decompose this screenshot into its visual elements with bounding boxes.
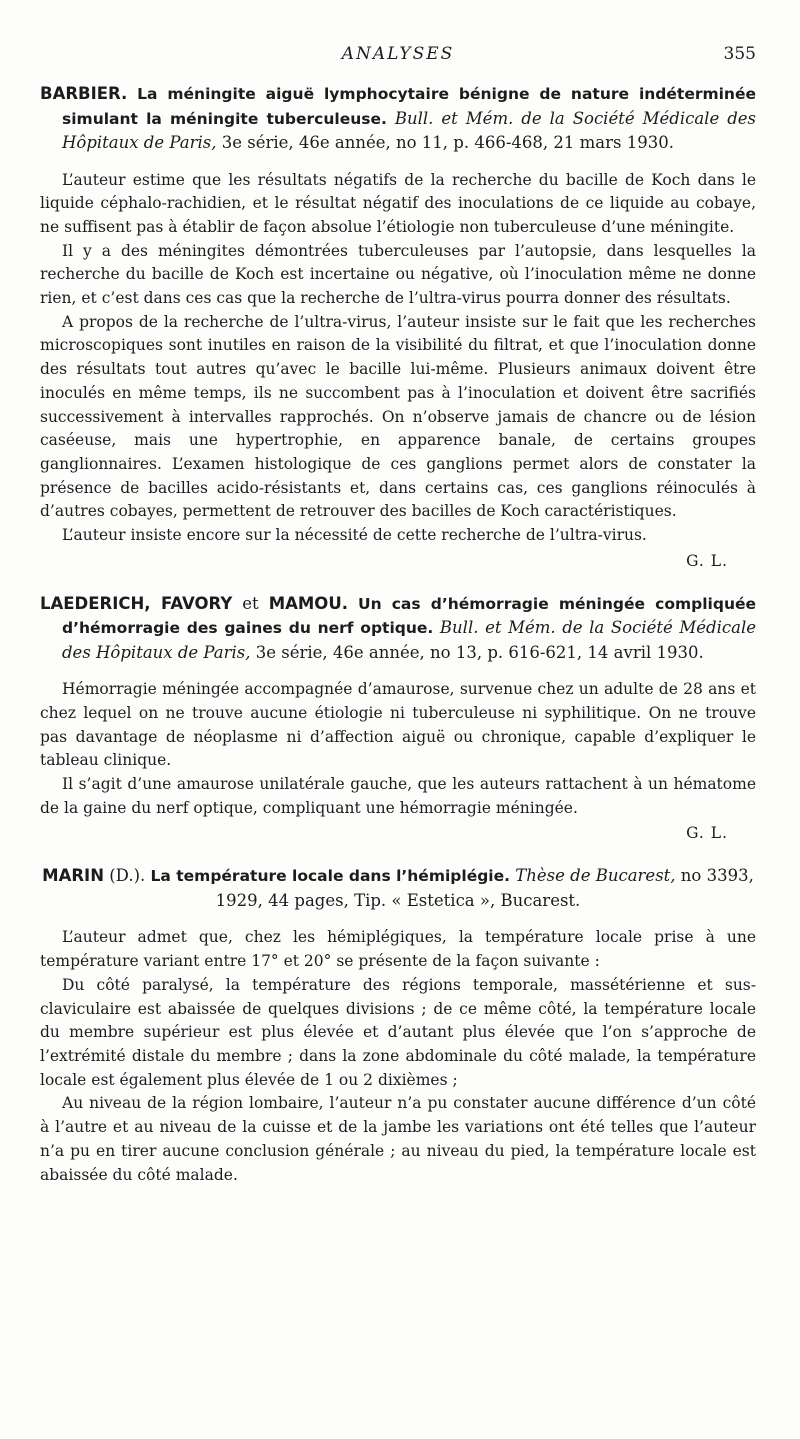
page-number: 355 xyxy=(723,44,756,64)
author: LAEDERICH, FAVORY xyxy=(40,593,233,613)
paragraph: Il y a des méningites démontrées tuberculeuses par l’autopsie, dans lesquelles la recherche du bacille de Koch est incertaine ou négative, où l’inoculation même ne donne rien, et c’est dans ces cas que la recherche de l’ultra-virus pourra donner des résultats. xyxy=(40,241,756,308)
article-heading xyxy=(40,864,756,912)
paragraph: L’auteur estime que les résultats négatifs de la recherche du bacille de Koch dans le liquide céphalo-rachidien, et le résultat négatif des inoculations de ce liquide au cobaye, ne suffisent pas à établir de façon absolue l’étiologie non tuberculeuse d’une méningite. xyxy=(40,170,756,236)
paragraph: Du côté paralysé, la température des régions temporale, massétérienne et sus-claviculaire est abaissée de quelques divisions ; de ce même côté, la température locale du membre supérieur est plus élevée et d’autant plus élevée que l’on s’approche de l’extrémité distale du membre ; dans la zone abdominale du côté malade, la température locale est également plus élevée de 1 ou 2 dixièmes ; xyxy=(40,975,756,1089)
article-laederich xyxy=(40,592,756,843)
publication-details: 3e série, 46e année, no 13, p. 616-621, 14 avril 1930. xyxy=(255,642,704,662)
author: BARBIER. xyxy=(40,84,128,103)
paragraph: Au niveau de la région lombaire, l’auteur n’a pu constater aucune différence d’un côté à l’autre et au niveau de la cuisse et de la jambe les variations ont été telles que l’auteur n’a pu en tirer aucune conclusion générale ; au niveau du pied, la température locale est abaissée du côté malade. xyxy=(40,1094,756,1184)
article-heading xyxy=(40,82,756,155)
journal-name: Bull. et Mém. de la Société Médicale des Hôpitaux de Paris, xyxy=(62,618,757,662)
author: MARIN xyxy=(42,866,104,886)
paragraph: L’auteur insiste encore sur la nécessité de cette recherche de l’ultra-virus. xyxy=(62,526,647,545)
paragraph: Hémorragie méningée accompagnée d’amaurose, survenue chez un adulte de 28 ans et chez lequel on ne trouve aucune étiologie ni tuberculeuse ni syphilitique. On ne trouve pas davantage de néoplasme ni d’affection aiguë ou chronique, capable d’expliquer le tableau clinique. xyxy=(40,680,756,770)
article-title: Un cas d’hémorragie méningée compliquée d’hémorragie des gaines du nerf optique. xyxy=(62,594,757,638)
paragraph: Il s’agit d’une amaurose unilatérale gauche, que les auteurs rattachent à un hématome de la gaine du nerf optique, compliquant une hémorragie méningée. xyxy=(40,775,756,817)
author: MAMOU. xyxy=(268,593,348,613)
article-title: La température locale dans l’hémiplégie. xyxy=(150,867,511,886)
running-title: ANALYSES xyxy=(341,44,455,64)
journal-name: Thèse de Bucarest, xyxy=(515,866,676,886)
article-marin xyxy=(40,864,756,1187)
author-initial: (D.). xyxy=(109,866,146,886)
publication-details: 3e série, 46e année, no 11, p. 466-468, 21 mars 1930. xyxy=(221,133,674,152)
article-title: La méningite aiguë lymphocytaire bénigne de nature indéterminée simulant la méningite tuberculeuse. xyxy=(62,85,756,128)
article-heading xyxy=(40,592,756,665)
page-header xyxy=(40,44,756,82)
journal-name: Bull. et Mém. de la Société Médicale des Hôpitaux de Paris, xyxy=(62,108,756,152)
publication-details: no 3393, 1929, 44 pages, Tip. « Estetica », Bucarest. xyxy=(215,866,754,910)
paragraph: A propos de la recherche de l’ultra-virus, l’auteur insiste sur le fait que les recherches microscopiques sont inutiles en raison de la visibilité du filtrat, et que l’inoculation donne des résultats tout autres qu’avec le bacille lui-même. Plusieurs animaux doivent être inoculés en même temps, ils ne succombent pas à l’inoculation et doivent être sacrifiés successivement à intervalles rapprochés. On n’observe jamais de chancre ou de lésion caséeuse, mais une hypertrophie, en apparence banale, de certains groupes ganglionnaires. L’examen histologique de ces ganglions permet alors de constater la présence de bacilles acido-résistants et, dans certains cas, ces ganglions réinoculés à d’autres cobayes, permettent de retrouver des bacilles de Koch caractéristiques. xyxy=(40,312,756,521)
signature: G. L. xyxy=(686,824,728,843)
article-barbier xyxy=(40,82,756,570)
paragraph: L’auteur admet que, chez les hémiplégiques, la température locale prise à une température variant entre 17° et 20° se présente de la façon suivante : xyxy=(40,928,756,971)
page xyxy=(0,44,800,1439)
author-connector: et xyxy=(242,593,259,613)
signature: G. L. xyxy=(686,551,728,570)
